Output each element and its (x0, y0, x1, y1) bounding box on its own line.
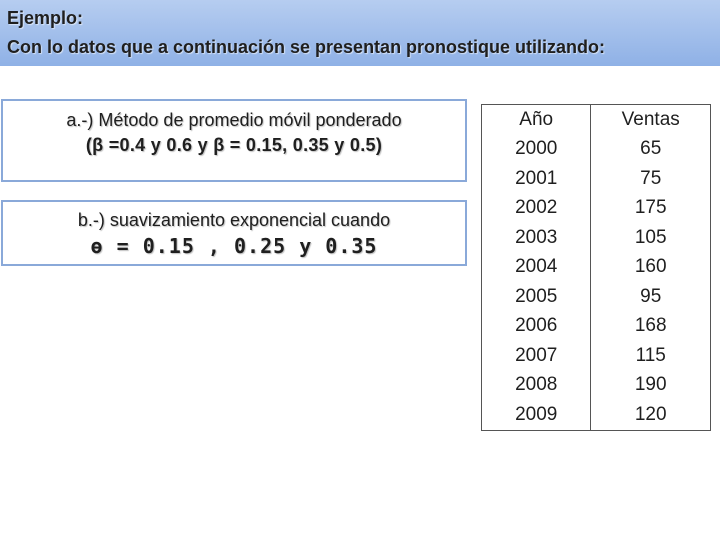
sales-cell: 105 (634, 226, 667, 248)
table-row (482, 164, 711, 194)
table-row (482, 194, 711, 224)
table-row (482, 371, 711, 401)
table-row (482, 135, 711, 165)
year-cell: 2005 (482, 282, 591, 312)
year-cell: 2009 (482, 400, 591, 430)
column-header-sales: Ventas (621, 108, 680, 130)
sales-cell: 115 (635, 344, 666, 366)
sales-cell: 168 (634, 315, 667, 337)
sales-cell: 160 (634, 256, 667, 278)
method-b-title: b.-) suavizamiento exponencial cuando (77, 210, 391, 230)
year-cell: 2007 (482, 341, 591, 371)
table-header-row (482, 105, 711, 135)
table-row (482, 282, 711, 312)
year-cell: 2001 (482, 164, 591, 194)
year-cell: 2008 (482, 371, 591, 401)
method-a-title: a.-) Método de promedio móvil ponderado (66, 110, 402, 130)
sales-cell: 190 (634, 374, 667, 396)
column-header-year: Año (482, 105, 591, 135)
table-row (482, 253, 711, 283)
header-bar (0, 0, 720, 66)
sales-table (481, 104, 711, 431)
year-cell: 2006 (482, 312, 591, 342)
sales-cell: 95 (640, 285, 662, 307)
sales-cell: 175 (634, 197, 667, 219)
table-row (482, 341, 711, 371)
year-cell: 2003 (482, 223, 591, 253)
slide-subtitle: Con lo datos que a continuación se presentan pronostique utilizando: (7, 37, 606, 57)
sales-cell: 65 (640, 138, 662, 160)
table-row (482, 312, 711, 342)
method-b-params: ɵ = 0.15 , 0.25 y 0.35 (90, 234, 378, 258)
slide-title: Ejemplo: (7, 8, 84, 28)
sales-cell: 75 (640, 167, 662, 189)
year-cell: 2000 (482, 135, 591, 165)
table-row (482, 400, 711, 430)
sales-cell: 120 (634, 403, 667, 425)
method-a-params: (β =0.4 y 0.6 y β = 0.15, 0.35 y 0.5) (85, 135, 383, 155)
table-row (482, 223, 711, 253)
method-a-box (1, 99, 467, 182)
year-cell: 2004 (482, 253, 591, 283)
method-b-box (1, 200, 467, 266)
year-cell: 2002 (482, 194, 591, 224)
